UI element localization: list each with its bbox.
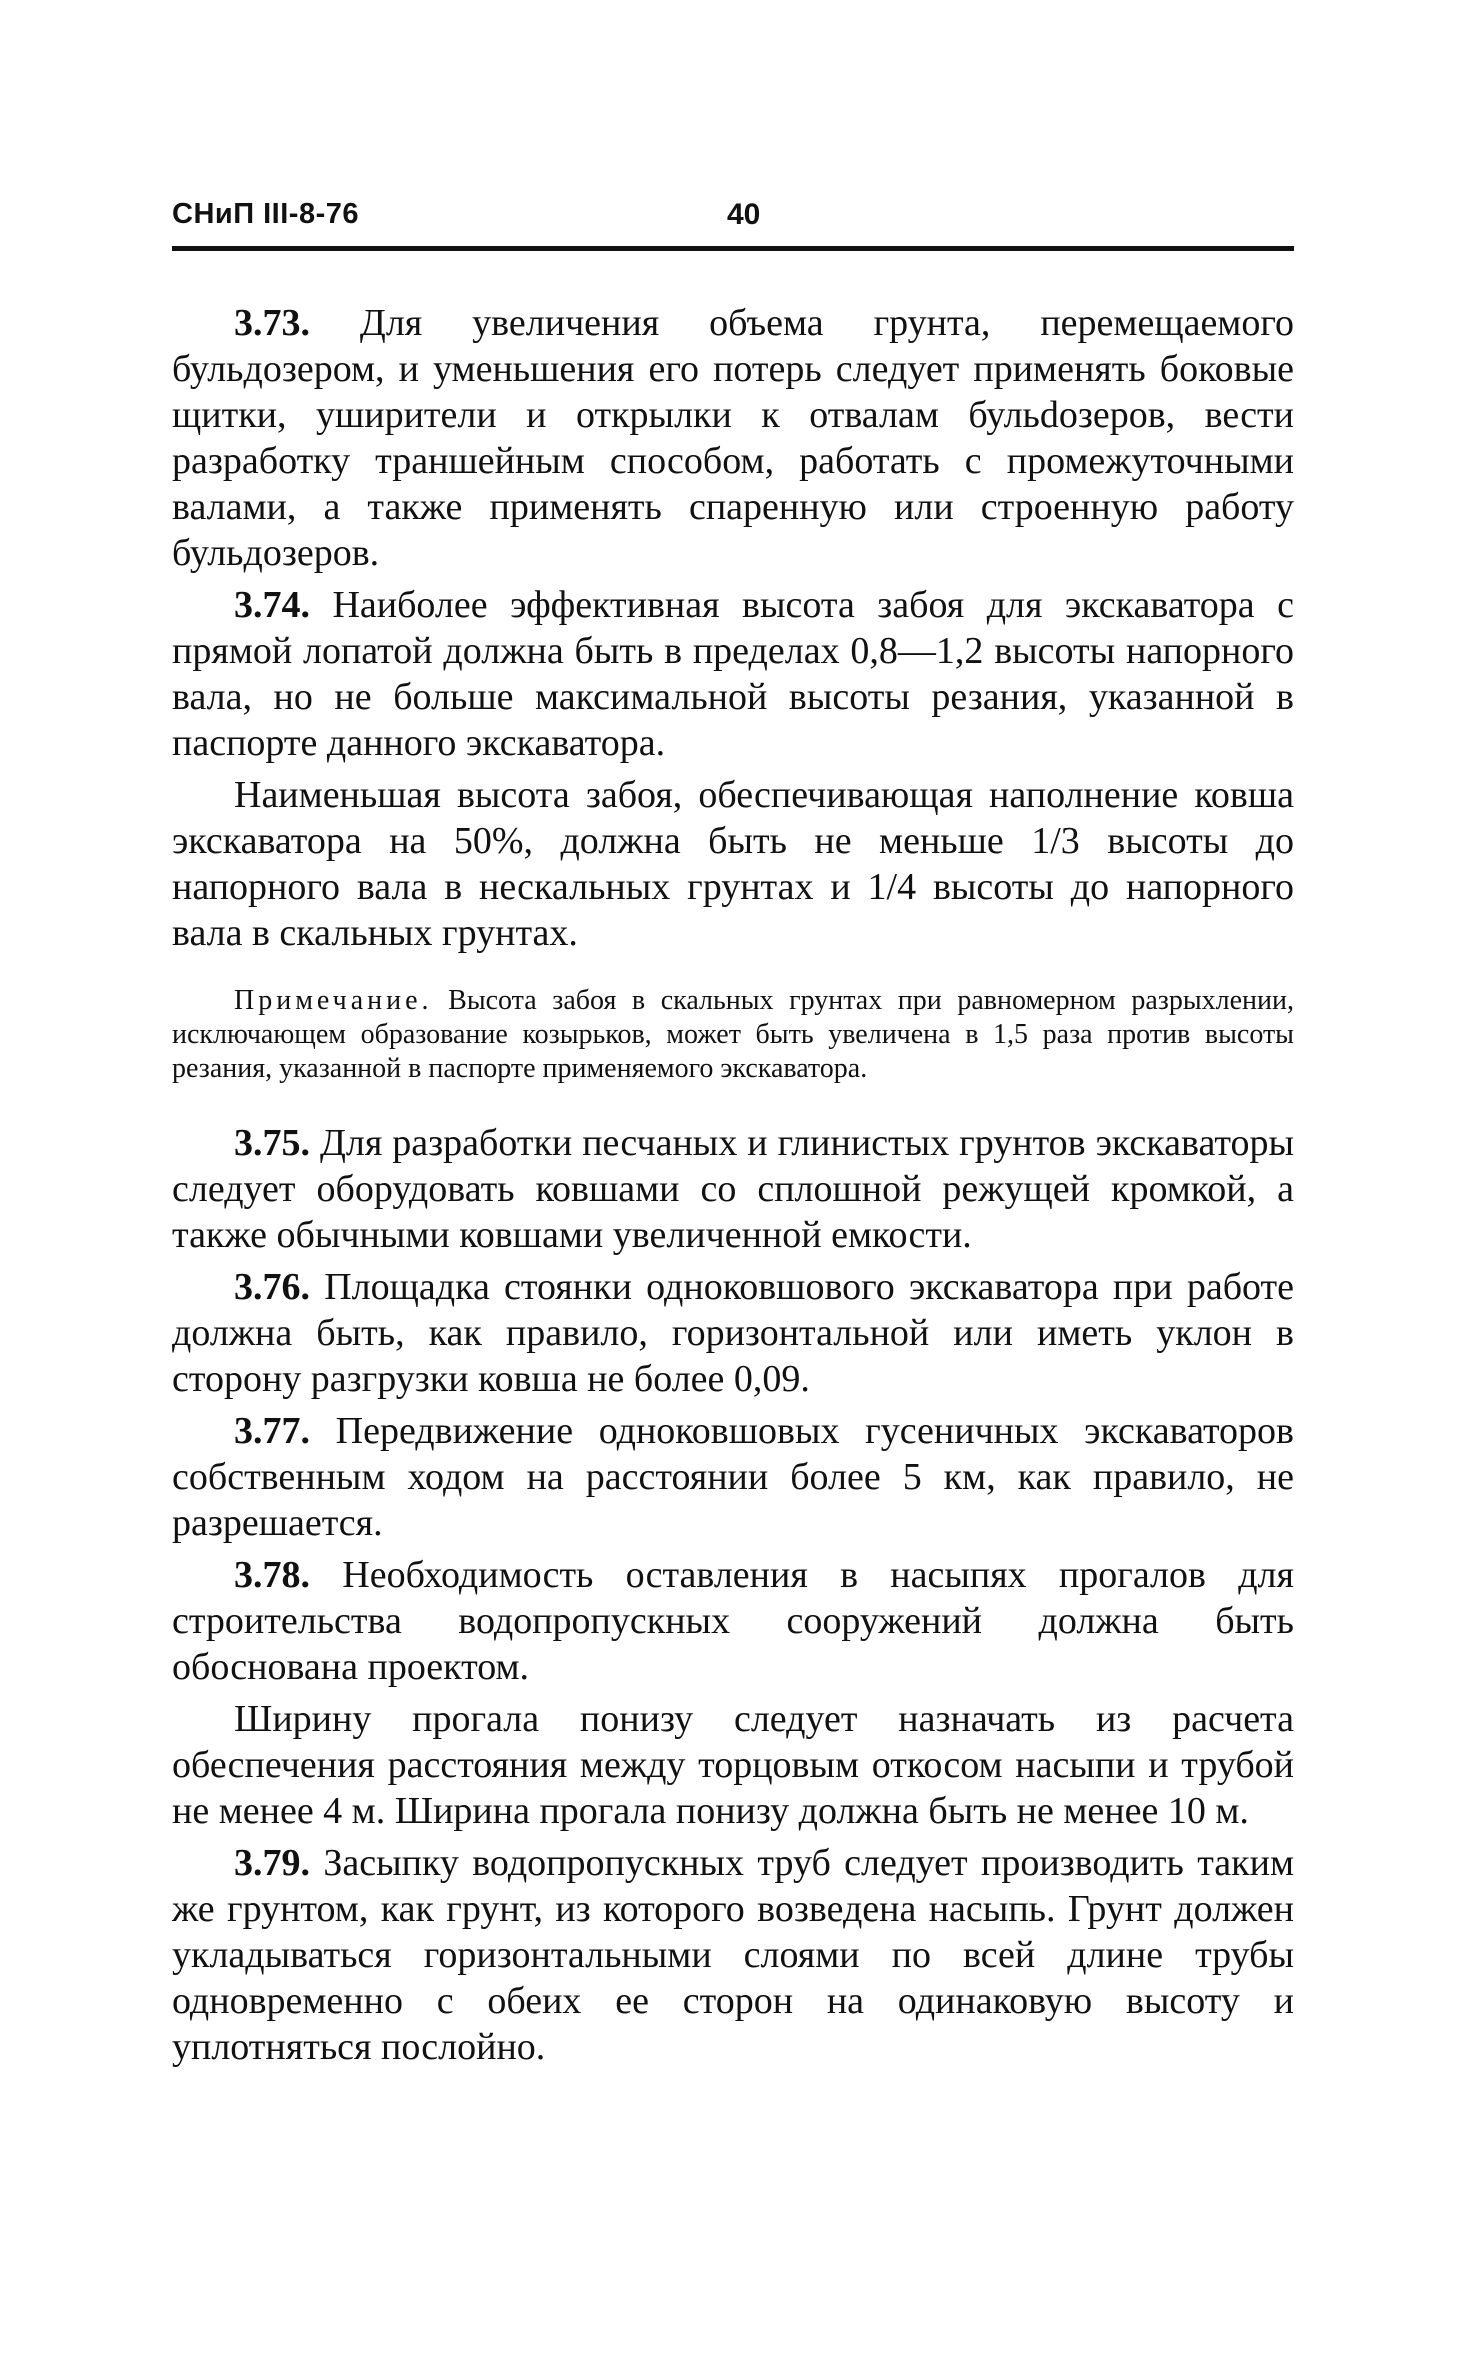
clause-number: 3.77.	[234, 1410, 310, 1452]
paragraph-3-79	[172, 1840, 1294, 2070]
note-text: Высота забоя в скальных грунтах при равномерном разрыхлении, исключающем образование козырьков, может быть увеличена в 1,5 раза против высоты резания, указанной в паспорте применяемого экскаватора.	[172, 985, 1294, 1084]
header-rule	[172, 246, 1294, 251]
paragraph-text: Засыпку водопропускных труб следует производить таким же грунтом, как грунт, из которого возведена насыпь. Грунт должен укладываться горизонтальными слоями по всей длине трубы одновременно с обеих ее сторон на одинаковую высоту и уплотняться послойно.	[172, 1842, 1294, 2068]
paragraph-text: высоты до напорного вала в скальных грунтах.	[172, 866, 1294, 954]
clause-number: 3.73.	[234, 302, 310, 344]
paragraph-3-76	[172, 1264, 1294, 1402]
clause-number: 3.79.	[234, 1842, 310, 1884]
paragraph-3-73	[172, 300, 1294, 576]
paragraph-3-78	[172, 1552, 1294, 1690]
paragraph-text: Для разработки песчаных и глинистых грунтов экскаваторы следует оборудовать ковшами со сплошной режущей кромкой, а также обычными ковшами увеличенной емкости.	[172, 1122, 1294, 1256]
paragraph-3-75	[172, 1120, 1294, 1258]
paragraph-text: Ширину прогала понизу следует назначать из расчета обеспечения расстояния между торцовым откосом насыпи и трубой не менее 4 м. Ширина прогала понизу должна быть не менее 10 м.	[172, 1698, 1294, 1832]
page-number: 40	[727, 198, 761, 231]
paragraph-text: Для увеличения объема грунта, перемещаемого бульдозером, и уменьшения его потерь следует применять боковые щитки, уширители и открылки к отвалам бульdозеров, вести разработку траншейным способом, работать с промежуточными валами, а также применять спаренную или строенную работу бульдозеров.	[172, 302, 1294, 574]
paragraph-text: высоты до напорного вала в нескальных грунтах и	[172, 820, 1295, 908]
paragraph-text: Наименьшая высота забоя, обеспечивающая наполнение ковша экскаватора на 50%, должна быть не меньше	[172, 774, 1294, 862]
body-text	[172, 300, 1294, 2076]
note-paragraph	[172, 984, 1294, 1086]
paragraph-3-78-continued	[172, 1696, 1294, 1834]
paragraph-text: Передвижение одноковшовых гусеничных экскаваторов собственным ходом на расстоянии более 5 км, как правило, не разрешается.	[172, 1410, 1294, 1544]
fraction-one-quarter: 1/4	[867, 866, 917, 908]
clause-number: 3.78.	[234, 1554, 310, 1596]
note-label: Примечание.	[234, 985, 433, 1016]
paragraph-3-74-continued	[172, 772, 1294, 956]
paragraph-3-77	[172, 1408, 1294, 1546]
page-header	[172, 198, 1294, 248]
document-code: СНиП III-8-76	[172, 198, 359, 230]
clause-number: 3.76.	[234, 1266, 310, 1308]
paragraph-3-74	[172, 582, 1294, 766]
paragraph-text: Площадка стоянки одноковшового экскаватора при работе должна быть, как правило, горизонтальной или иметь уклон в сторону разгрузки ковша не более 0,09.	[172, 1266, 1294, 1400]
fraction-one-third: 1/3	[1031, 820, 1080, 862]
paragraph-text: Наиболее эффективная высота забоя для экскаватора с прямой лопатой должна быть в пределах 0,8—1,2 высоты напорного вала, но не больше максимальной высоты резания, указанной в паспорте данного экскаватора.	[172, 584, 1294, 764]
clause-number: 3.74.	[234, 584, 310, 626]
paragraph-text: Необходимость оставления в насыпях прогалов для строительства водопропускных сооружений должна быть обоснована проектом.	[172, 1554, 1294, 1688]
clause-number: 3.75.	[234, 1122, 310, 1164]
